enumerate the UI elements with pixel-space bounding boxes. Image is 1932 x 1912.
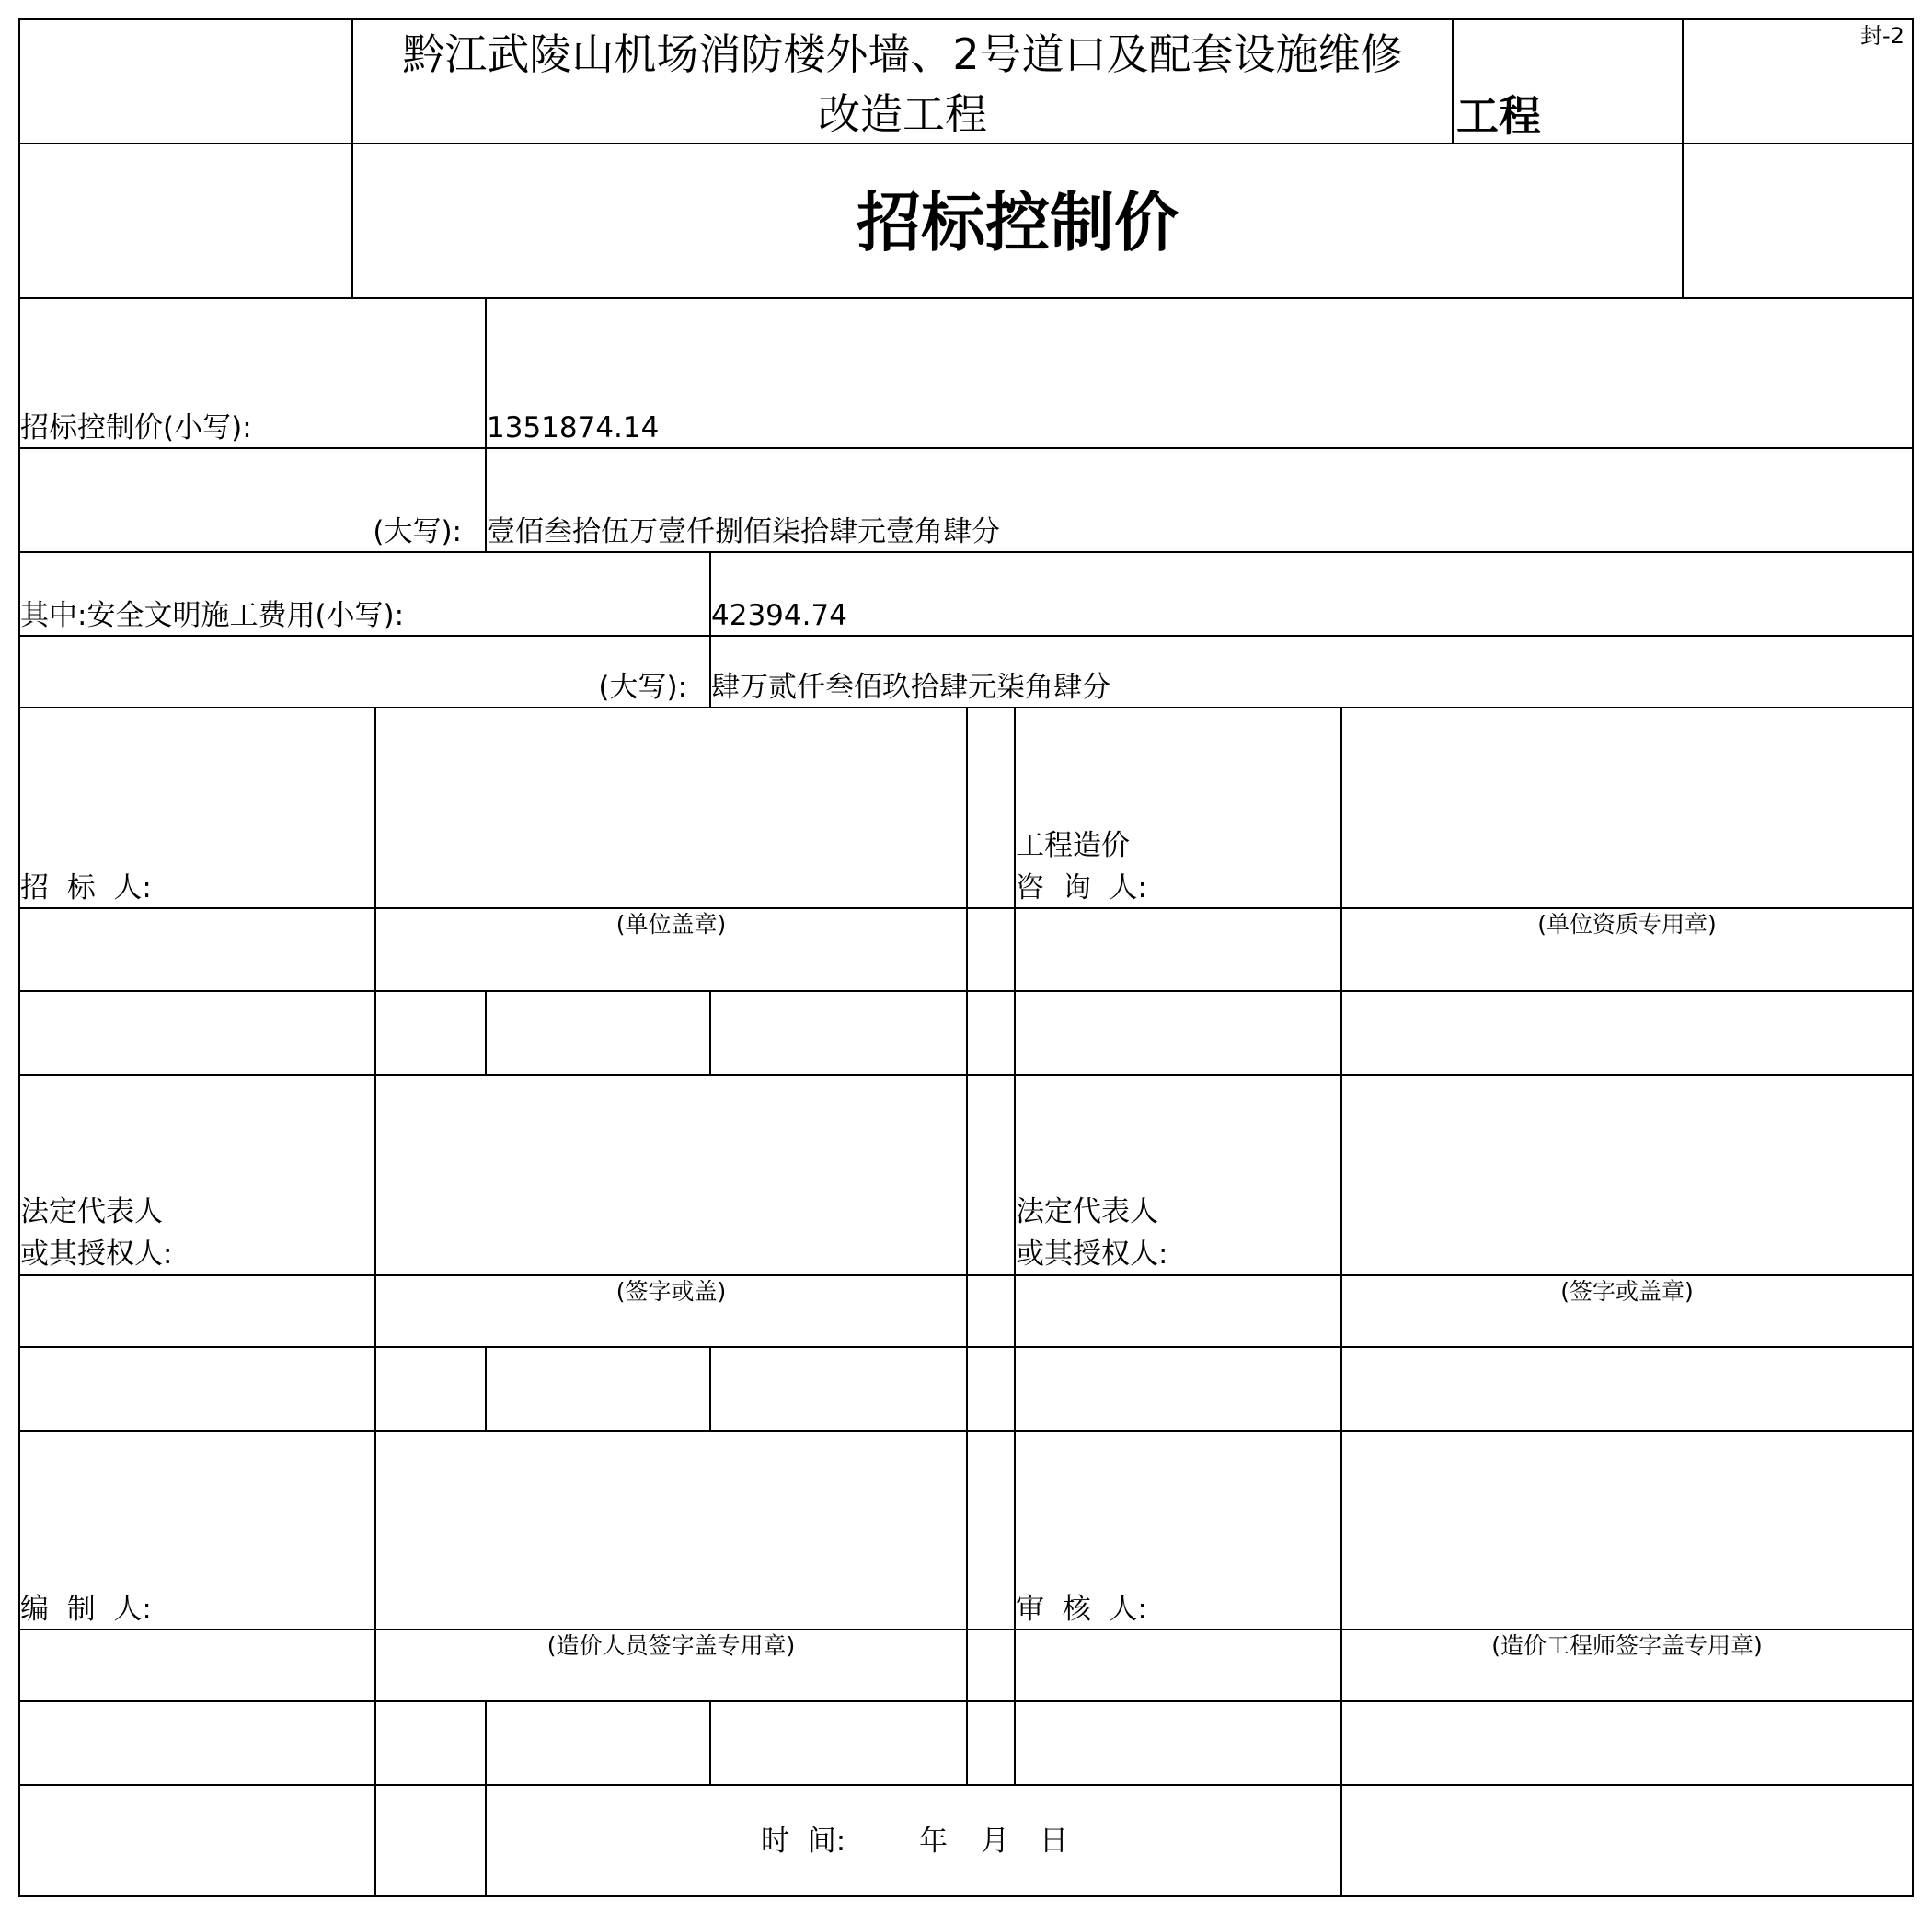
tenderer-stamp-note: (单位盖章) [615,911,727,938]
grid-line [485,1784,487,1897]
reviewer-stamp-note: (造价工程师签字盖专用章) [1491,1632,1763,1659]
tenderer-label: 招 标 人: [20,871,152,904]
date-month: 月 [981,1825,1009,1858]
date-year: 年 [919,1825,948,1858]
grid-line [1682,18,1684,299]
legal-rep-left-label-line2: 或其授权人: [20,1238,173,1271]
grid-line [18,1895,1914,1897]
compiler-stamp-note: (造价人员签字盖专用章) [546,1632,796,1659]
grid-line [18,635,1914,637]
date-day: 日 [1040,1825,1068,1858]
grid-line [1912,18,1914,1897]
legal-rep-right-label-line1: 法定代表人 [1016,1195,1158,1228]
grid-line [966,707,968,1786]
grid-line [18,143,1914,144]
price-big-value: 壹佰叁拾伍万壹仟捌佰柒拾肆元壹角肆分 [487,515,1000,548]
legal-rep-left-label-line1: 法定代表人 [20,1195,163,1228]
reviewer-label: 审 核 人: [1016,1593,1147,1626]
legal-rep-right-label-line2: 或其授权人: [1016,1238,1168,1271]
legal-rep-right-stamp-note: (签字或盖章) [1560,1278,1694,1305]
grid-line [485,990,487,1076]
grid-line [18,297,1914,299]
form-code: 封-2 [1860,23,1904,49]
project-name-line1: 黔江武陵山机场消防楼外墙、2号道口及配套设施维修 [402,29,1403,79]
safety-fee-small-value: 42394.74 [711,599,847,632]
project-suffix: 工程 [1456,91,1541,141]
price-small-value: 1351874.14 [487,411,660,444]
date-label: 时 间: [761,1825,846,1858]
legal-rep-left-stamp-note: (签字或盖) [615,1278,727,1305]
doc-title: 招标控制价 [857,185,1179,260]
grid-line [485,1346,487,1432]
consultant-stamp-note: (单位资质专用章) [1537,911,1717,938]
grid-line [18,18,1914,20]
grid-line [18,551,1914,553]
grid-line [709,1700,711,1786]
price-big-label: (大写): [373,515,462,548]
grid-line [18,447,1914,449]
grid-line [1452,18,1454,144]
grid-line [485,1700,487,1786]
grid-line [709,990,711,1076]
safety-fee-big-value: 肆万贰仟叁佰玖拾肆元柒角肆分 [711,671,1110,704]
consultant-label-line2: 咨 询 人: [1016,871,1147,904]
consultant-label-line1: 工程造价 [1016,829,1130,862]
safety-fee-small-label: 其中:安全文明施工费用(小写): [20,599,405,632]
price-small-label: 招标控制价(小写): [20,411,252,444]
safety-fee-big-label: (大写): [598,671,687,704]
compiler-label: 编 制 人: [20,1593,152,1626]
project-name-line2: 改造工程 [818,89,987,139]
grid-line [709,1346,711,1432]
